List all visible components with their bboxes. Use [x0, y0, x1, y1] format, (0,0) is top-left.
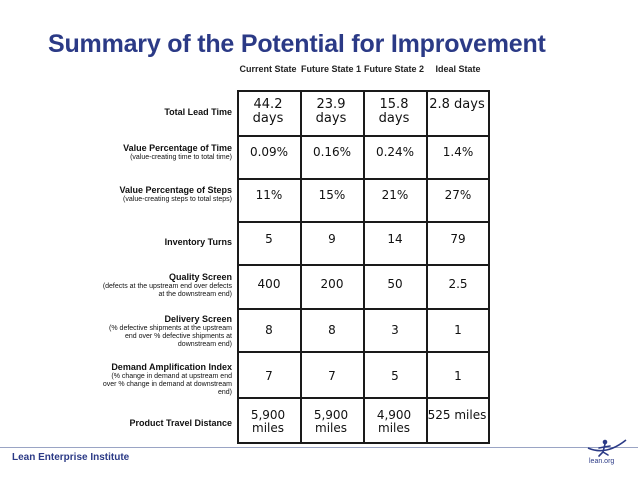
table-cell: 525 miles	[427, 408, 487, 422]
row-divider	[239, 397, 488, 399]
row-divider	[239, 135, 488, 137]
table-cell: 15%	[318, 188, 346, 202]
table-cell: 0.09%	[249, 145, 289, 159]
table-cell: 15.8 days	[378, 97, 410, 126]
row-label-product-travel-distance	[129, 418, 232, 429]
table-cell: 5,900 miles	[313, 408, 349, 435]
row-title: Demand Amplification Index	[111, 362, 232, 372]
row-label-demand-amplification	[102, 362, 232, 397]
table-cell: 1	[454, 323, 462, 337]
row-divider	[239, 221, 488, 223]
column-header-ideal-state: Ideal State	[435, 64, 481, 74]
row-subtitle: (value-creating time to total time)	[130, 154, 232, 161]
row-label-value-percentage-time	[108, 143, 232, 162]
comparison-table-grid	[237, 90, 490, 444]
row-label-delivery-screen	[96, 314, 232, 349]
table-cell: 23.9 days	[315, 97, 347, 126]
row-label-value-percentage-steps	[108, 185, 232, 204]
column-divider	[300, 92, 302, 442]
logo-caption: lean.org	[589, 458, 615, 465]
table-cell: 21%	[381, 188, 409, 202]
table-cell: 9	[328, 232, 336, 246]
table-cell: 5	[265, 232, 273, 246]
row-subtitle: (% change in demand at upstream end over % change in demand at downstream end)	[102, 373, 232, 396]
column-divider	[426, 92, 428, 442]
footer-organization: Lean Enterprise Institute	[12, 452, 130, 463]
column-divider	[363, 92, 365, 442]
table-cell: 400	[257, 277, 281, 291]
table-cell: 8	[328, 323, 336, 337]
row-title: Delivery Screen	[164, 314, 232, 324]
row-subtitle: (defects at the upstream end over defects at the downstream end)	[102, 283, 232, 298]
table-cell: 50	[387, 277, 403, 291]
row-title: Quality Screen	[168, 272, 232, 282]
column-header-future-state-1: Future State 1	[300, 64, 361, 74]
table-cell: 5	[391, 369, 399, 383]
column-header-future-state-2: Future State 2	[363, 64, 424, 74]
row-divider	[239, 264, 488, 266]
table-cell: 2.5	[448, 277, 468, 291]
row-title: Inventory Turns	[164, 237, 232, 247]
column-header-current-state: Current State	[239, 64, 297, 74]
table-cell: 8	[265, 323, 273, 337]
table-cell: 200	[320, 277, 344, 291]
table-cell: 0.16%	[312, 145, 352, 159]
row-divider	[239, 351, 488, 353]
footer-divider	[0, 447, 638, 448]
row-title: Value Percentage of Steps	[119, 185, 232, 195]
row-title: Total Lead Time	[164, 107, 232, 117]
table-cell: 79	[450, 232, 466, 246]
row-subtitle: (value-creating steps to total steps)	[123, 196, 232, 203]
table-cell: 27%	[444, 188, 472, 202]
row-label-total-lead-time	[164, 107, 232, 118]
table-cell: 44.2 days	[252, 97, 284, 126]
row-divider	[239, 308, 488, 310]
table-cell: 7	[265, 369, 273, 383]
table-cell: 11%	[255, 188, 283, 202]
table-cell: 3	[391, 323, 399, 337]
row-title: Value Percentage of Time	[123, 143, 232, 153]
table-cell: 7	[328, 369, 336, 383]
row-title: Product Travel Distance	[129, 418, 232, 428]
row-subtitle: (% defective shipments at the upstream end over % defective shipments at downstream end)	[109, 325, 232, 348]
row-divider	[239, 178, 488, 180]
table-cell: 5,900 miles	[250, 408, 286, 435]
table-cell: 14	[387, 232, 403, 246]
row-label-inventory-turns	[165, 237, 232, 248]
table-cell: 1	[454, 369, 462, 383]
table-cell: 1.4%	[442, 145, 474, 159]
table-cell: 4,900 miles	[376, 408, 412, 435]
table-cell: 0.24%	[375, 145, 415, 159]
row-label-quality-screen	[102, 272, 232, 299]
table-cell: 2.8 days	[429, 97, 485, 112]
slide-title: Summary of the Potential for Improvement	[48, 30, 546, 58]
